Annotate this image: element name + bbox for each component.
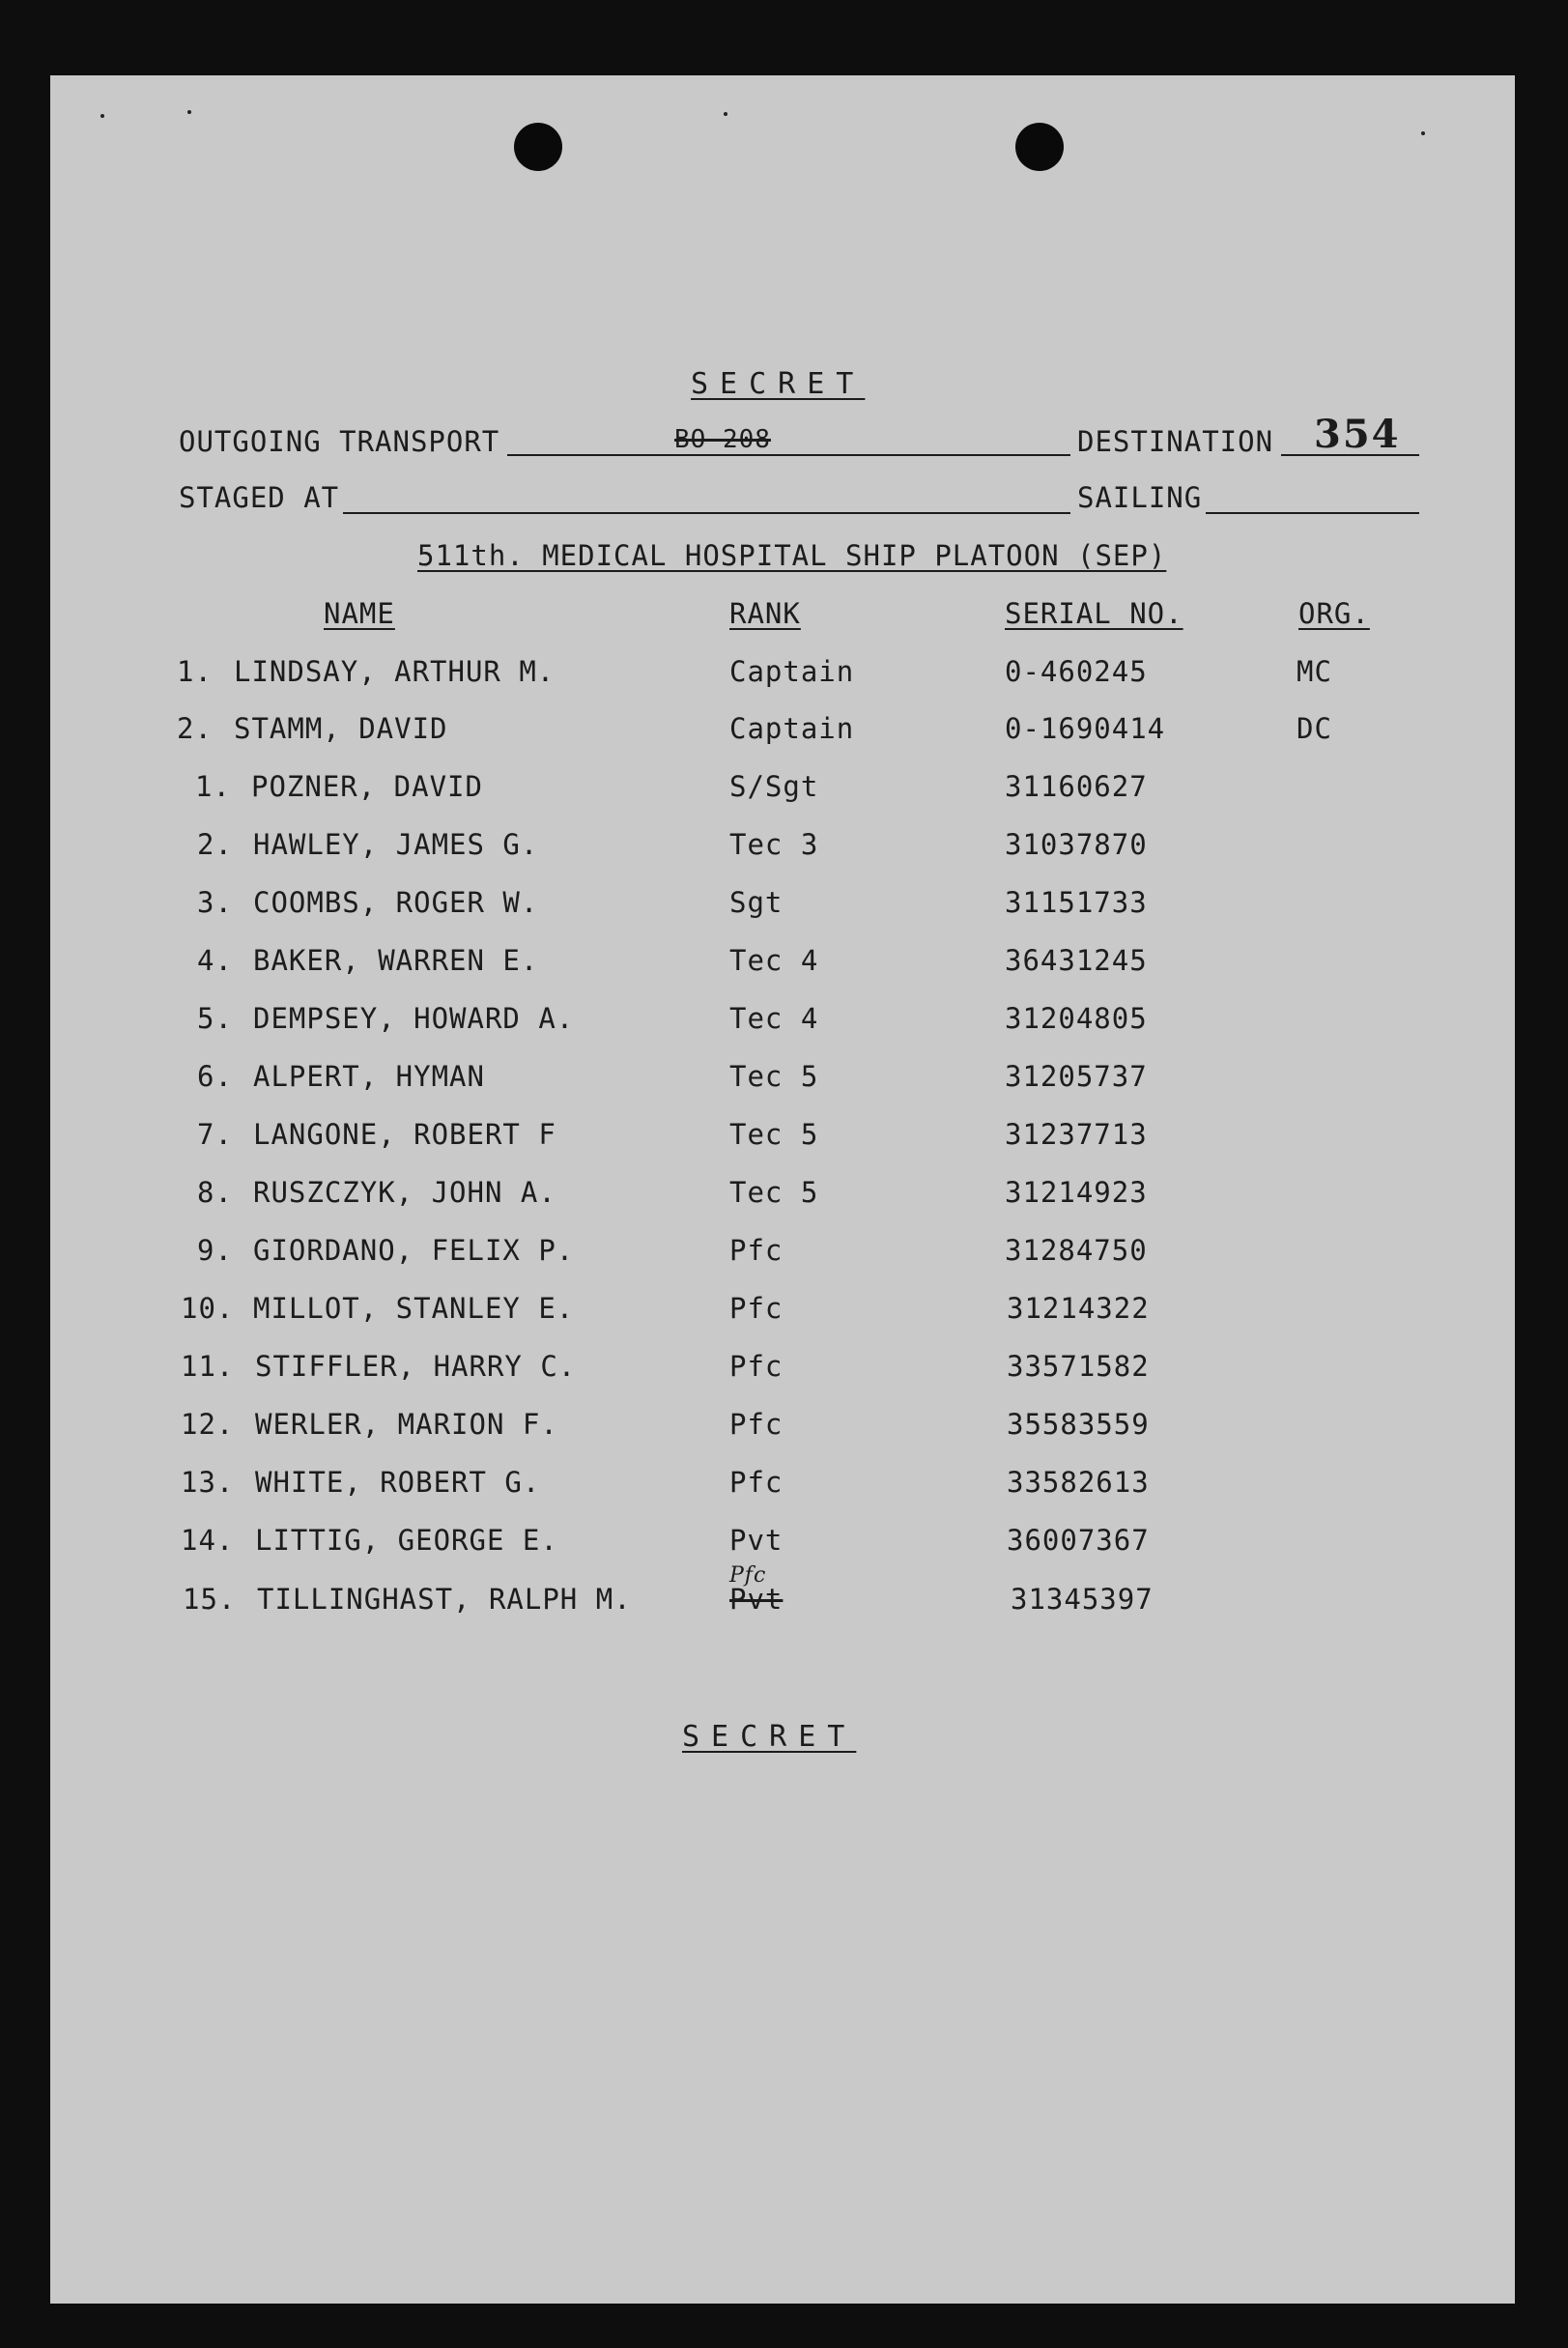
row-rank: Pvt <box>729 1524 784 1557</box>
row-name: POZNER, DAVID <box>251 770 483 803</box>
row-name: HAWLEY, JAMES G. <box>253 828 539 861</box>
row-serial: 35583559 <box>1007 1408 1150 1441</box>
classification-top: SECRET <box>691 367 866 401</box>
punch-hole-right <box>1015 123 1064 171</box>
row-number: 5. <box>197 1002 233 1035</box>
officer-row <box>50 655 1515 694</box>
row-serial: 33582613 <box>1007 1466 1150 1499</box>
classification-bottom: SECRET <box>682 1720 857 1754</box>
column-header-serial: SERIAL NO. <box>1005 597 1183 630</box>
column-header-rank: RANK <box>729 597 801 630</box>
row-number: 6. <box>197 1060 233 1093</box>
row-rank: Pfc <box>729 1408 784 1441</box>
sailing-line <box>1206 512 1419 514</box>
enlisted-row <box>50 1524 1515 1562</box>
row-name: LANGONE, ROBERT F <box>253 1118 556 1151</box>
row-number: 3. <box>197 886 233 919</box>
row-rank: Pfc <box>729 1350 784 1383</box>
enlisted-row <box>50 1350 1515 1389</box>
row-number: 14. <box>181 1524 235 1557</box>
row-rank-correction: Pfc <box>729 1563 767 1588</box>
row-rank: Pvt <box>729 1583 784 1616</box>
row-rank: Tec 5 <box>729 1060 819 1093</box>
row-number: 13. <box>181 1466 235 1499</box>
row-number: 10. <box>181 1292 235 1325</box>
row-number: 2. <box>177 712 213 745</box>
row-rank: Tec 5 <box>729 1176 819 1209</box>
enlisted-row <box>50 1563 1515 1621</box>
staged-at-label: STAGED AT <box>179 481 340 514</box>
enlisted-row <box>50 1060 1515 1099</box>
row-name: STAMM, DAVID <box>234 712 448 745</box>
row-serial: 0-460245 <box>1005 655 1148 688</box>
row-serial: 31214923 <box>1005 1176 1148 1209</box>
row-serial: 31214322 <box>1007 1292 1150 1325</box>
outgoing-transport-value: BO 208 <box>674 425 771 454</box>
row-name: LINDSAY, ARTHUR M. <box>234 655 556 688</box>
row-rank: Captain <box>729 712 855 745</box>
row-rank: Pfc <box>729 1466 784 1499</box>
enlisted-row <box>50 1408 1515 1446</box>
row-rank: Pfc <box>729 1292 784 1325</box>
enlisted-row <box>50 828 1515 867</box>
row-name: TILLINGHAST, RALPH M. <box>257 1583 632 1616</box>
document-page <box>50 75 1515 2304</box>
row-number: 11. <box>181 1350 235 1383</box>
staged-at-line <box>343 512 1070 514</box>
speck <box>1421 131 1425 135</box>
row-rank: Tec 4 <box>729 1002 819 1035</box>
enlisted-row <box>50 1002 1515 1041</box>
row-rank: S/Sgt <box>729 770 819 803</box>
row-rank: Sgt <box>729 886 784 919</box>
row-name: LITTIG, GEORGE E. <box>255 1524 558 1557</box>
row-serial: 33571582 <box>1007 1350 1150 1383</box>
enlisted-row <box>50 1176 1515 1215</box>
row-rank: Tec 4 <box>729 944 819 977</box>
enlisted-row <box>50 944 1515 983</box>
row-serial: 31284750 <box>1005 1234 1148 1267</box>
row-serial: 31204805 <box>1005 1002 1148 1035</box>
speck <box>724 112 727 116</box>
enlisted-row <box>50 1292 1515 1331</box>
row-name: ALPERT, HYMAN <box>253 1060 485 1093</box>
row-serial: 36431245 <box>1005 944 1148 977</box>
row-number: 1. <box>177 655 213 688</box>
outgoing-transport-label: OUTGOING TRANSPORT <box>179 425 500 458</box>
row-rank: Tec 5 <box>729 1118 819 1151</box>
column-header-org: ORG. <box>1298 597 1370 630</box>
row-org: DC <box>1297 712 1332 745</box>
row-serial: 31345397 <box>1011 1583 1154 1616</box>
row-name: COOMBS, ROGER W. <box>253 886 539 919</box>
row-name: STIFFLER, HARRY C. <box>255 1350 577 1383</box>
row-number: 2. <box>197 828 233 861</box>
row-name: RUSZCZYK, JOHN A. <box>253 1176 556 1209</box>
enlisted-row <box>50 1118 1515 1157</box>
column-header-name: NAME <box>324 597 395 630</box>
row-name: WERLER, MARION F. <box>255 1408 558 1441</box>
enlisted-row <box>50 1466 1515 1504</box>
row-serial: 31205737 <box>1005 1060 1148 1093</box>
row-number: 7. <box>197 1118 233 1151</box>
speck <box>100 114 104 118</box>
row-number: 4. <box>197 944 233 977</box>
row-serial: 31237713 <box>1005 1118 1148 1151</box>
speck <box>187 110 191 114</box>
row-name: DEMPSEY, HOWARD A. <box>253 1002 575 1035</box>
enlisted-row <box>50 886 1515 925</box>
row-number: 12. <box>181 1408 235 1441</box>
destination-label: DESTINATION <box>1077 425 1274 458</box>
outgoing-transport-line <box>507 454 1070 456</box>
row-rank: Tec 3 <box>729 828 819 861</box>
row-name: MILLOT, STANLEY E. <box>253 1292 575 1325</box>
row-number: 15. <box>183 1583 237 1616</box>
row-number: 9. <box>197 1234 233 1267</box>
row-org: MC <box>1297 655 1332 688</box>
row-rank: Captain <box>729 655 855 688</box>
officer-row <box>50 712 1515 751</box>
row-name: BAKER, WARREN E. <box>253 944 539 977</box>
sailing-label: SAILING <box>1077 481 1203 514</box>
row-number: 1. <box>195 770 231 803</box>
punch-hole-left <box>514 123 562 171</box>
enlisted-row <box>50 770 1515 809</box>
row-name: WHITE, ROBERT G. <box>255 1466 541 1499</box>
row-rank: Pfc <box>729 1234 784 1267</box>
row-serial: 0-1690414 <box>1005 712 1166 745</box>
row-serial: 31037870 <box>1005 828 1148 861</box>
enlisted-row <box>50 1234 1515 1273</box>
row-name: GIORDANO, FELIX P. <box>253 1234 575 1267</box>
row-number: 8. <box>197 1176 233 1209</box>
row-serial: 31160627 <box>1005 770 1148 803</box>
unit-title: 511th. MEDICAL HOSPITAL SHIP PLATOON (SEP) <box>417 539 1167 572</box>
destination-value: 354 <box>1314 412 1401 457</box>
row-serial: 31151733 <box>1005 886 1148 919</box>
row-serial: 36007367 <box>1007 1524 1150 1557</box>
